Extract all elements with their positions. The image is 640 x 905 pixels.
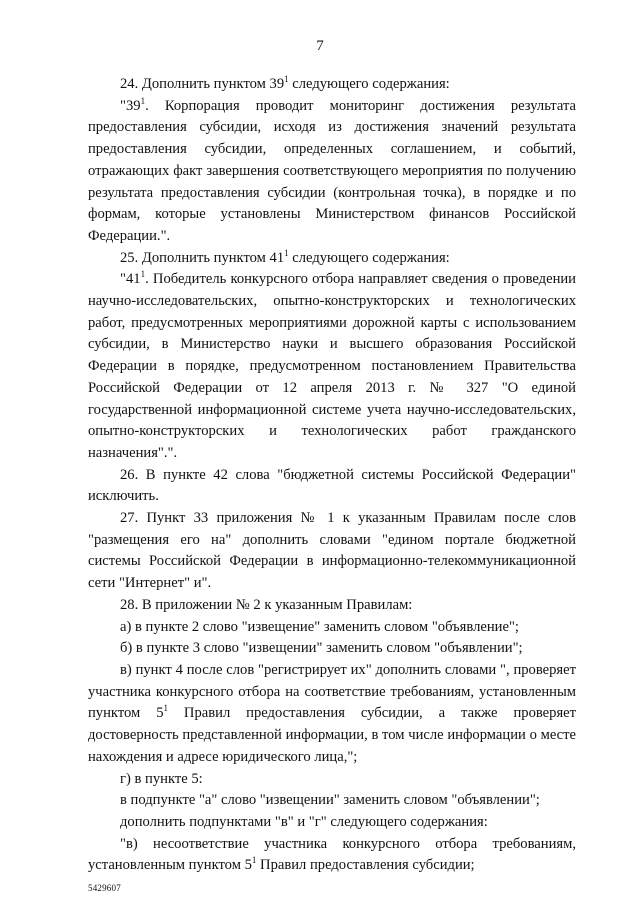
quoted-subpoint-v: "в) несоответствие участника конкурсного отбора требованиям, установленным пунктом $5^1$ Правил предоставления субсидии; xyxy=(88,835,576,874)
quoted-paragraph-39-1: "$39^1$. Корпорация проводит мониторинг достижения результата предоставления субсидии, исходя из достижения значений результата предоставления субсидии, определенных соглашением, и событий, отражающих факт завершения соответствующего мероприятия по получению результата предоставления субсидии (контрольная точка), в порядке и по формам, которые установлены Министерством финансов Российской Федерации.". xyxy=(88,95,576,244)
page-number: 7 xyxy=(316,38,324,54)
superscript: 1 xyxy=(284,247,289,258)
subitem-g: г) в пункте 5: xyxy=(120,770,203,787)
paragraph-item-28: 28. В приложении № 2 к указанным Правилам: xyxy=(120,596,413,613)
paragraph-item-25: 25. Дополнить пунктом $41^1$ следующего содержания: xyxy=(120,247,450,266)
paragraph-item-24: 24. Дополнить пунктом $39^1$ следующего содержания: xyxy=(120,74,450,92)
superscript: 1 xyxy=(140,269,146,280)
document-body xyxy=(88,74,576,877)
superscript: 1 xyxy=(251,855,257,866)
subpoint-a-replacement: в подпункте "а" слово "извещении" заменить словом "объявлении"; xyxy=(120,792,540,809)
add-subpoints-line: дополнить подпунктами "в" и "г" следующего содержания: xyxy=(120,813,488,830)
paragraph-item-27: 27. Пункт 33 приложения № 1 к указанным Правилам после слов "размещения его на" дополнить словами "едином портале бюджетной системы Российской Федерации в информационно-телекоммуникационной сети "Интернет" и". xyxy=(88,510,576,592)
subitem-v: в) пункт 4 после слов "регистрирует их" дополнить словами ", проверяет участника конкурсного отбора на соответствие требованиям, установленным пунктом $5^1$ Правил предоставления субсидии, а также проверяет достоверность представленной информации, в том числе информации о месте нахождения и адресе юридического лица,"; xyxy=(88,661,577,765)
superscript: 1 xyxy=(163,703,168,714)
subitem-a: а) в пункте 2 слово "извещение" заменить словом "объявление"; xyxy=(120,618,519,635)
document-id: 5429607 xyxy=(88,883,121,893)
quoted-paragraph-41-1: "$41^1$. Победитель конкурсного отбора направляет сведения о проведении научно-исследовательских, опытно-конструкторских и технологических работ, предусмотренных мероприятиями дорожной карты с использованием субсидии, в Министерство науки и высшего образования Российской Федерации в порядке, предусмотренном постановлением Правительства Российской Федерации от 12 апреля 2013 г. № 327 "О единой государственной информационной системе учета научно-исследовательских, опытно-конструкторских и технологических работ гражданского назначения".". xyxy=(88,269,576,461)
subitem-b: б) в пункте 3 слово "извещении" заменить словом "объявлении"; xyxy=(120,640,523,657)
superscript: 1 xyxy=(140,95,146,106)
paragraph-item-26: 26. В пункте 42 слова "бюджетной системы Российской Федерации" исключить. xyxy=(88,466,576,505)
superscript: 1 xyxy=(284,74,289,84)
